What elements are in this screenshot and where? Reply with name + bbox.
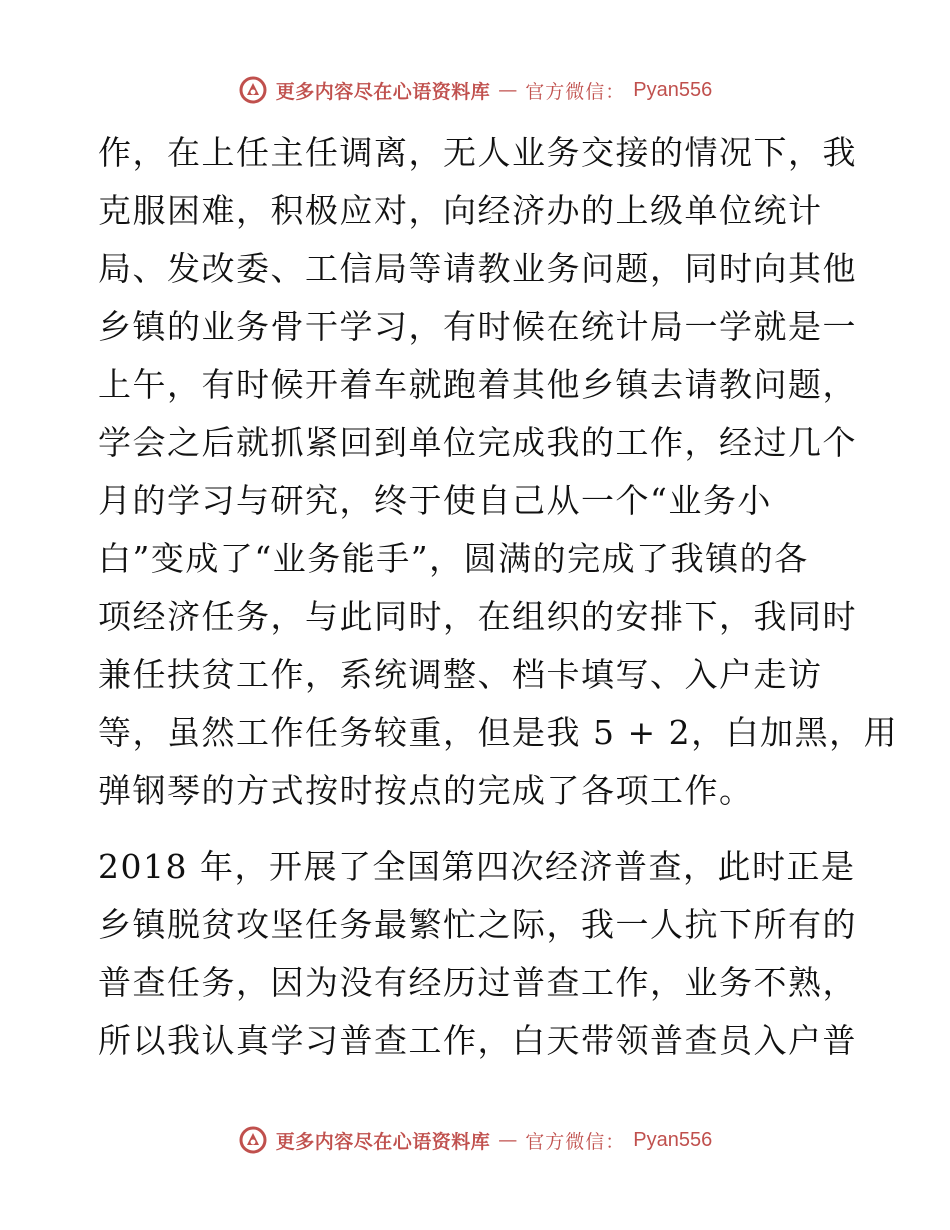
body-line: 普查任务，因为没有经历过普查工作，业务不熟， <box>98 963 857 1002</box>
footer-wechat-label: 官方微信： <box>525 1130 626 1153</box>
body-line: 上午，有时候开着车就跑着其他乡镇去请教问题， <box>98 365 857 404</box>
body-line: 弹钢琴的方式按时按点的完成了各项工作。 <box>98 771 754 810</box>
body-line: 白”变成了“业务能手”，圆满的完成了我镇的各 <box>98 539 809 578</box>
body-line: 等，虽然工作任务较重，但是我 5 + 2，白加黑，用 <box>98 713 899 752</box>
body-line: 作，在上任主任调离，无人业务交接的情况下，我 <box>98 133 857 172</box>
red-circle-logo-icon <box>238 1125 268 1155</box>
header-separator: — <box>498 79 518 101</box>
footer-brand-text: 更多内容尽在心语资料库 <box>275 1130 491 1153</box>
body-line: 月的学习与研究，终于使自己从一个“业务小 <box>98 481 772 520</box>
body-line: 2018 年，开展了全国第四次经济普查，此时正是 <box>98 847 856 886</box>
red-circle-logo-icon <box>238 75 268 105</box>
body-line: 兼任扶贫工作，系统调整、档卡填写、入户走访 <box>98 655 823 694</box>
document-body <box>98 124 899 1070</box>
header-wechat-id: Pyan556 <box>633 78 713 101</box>
body-line: 学会之后就抓紧回到单位完成我的工作，经过几个 <box>98 423 857 462</box>
header-banner <box>0 70 950 110</box>
header-wechat-label: 官方微信： <box>525 80 626 103</box>
header-brand-text: 更多内容尽在心语资料库 <box>275 80 491 103</box>
footer-separator: — <box>498 1129 518 1151</box>
body-line: 所以我认真学习普查工作，白天带领普查员入户普 <box>98 1021 857 1060</box>
footer-wechat-id: Pyan556 <box>633 1128 713 1151</box>
body-line: 项经济任务，与此同时，在组织的安排下，我同时 <box>98 597 857 636</box>
body-line: 乡镇的业务骨干学习，有时候在统计局一学就是一 <box>98 307 857 346</box>
footer-banner <box>0 1120 950 1160</box>
body-line: 局、发改委、工信局等请教业务问题，同时向其他 <box>98 249 857 288</box>
body-line: 乡镇脱贫攻坚任务最繁忙之际，我一人抗下所有的 <box>98 905 857 944</box>
body-line: 克服困难，积极应对，向经济办的上级单位统计 <box>98 191 823 230</box>
